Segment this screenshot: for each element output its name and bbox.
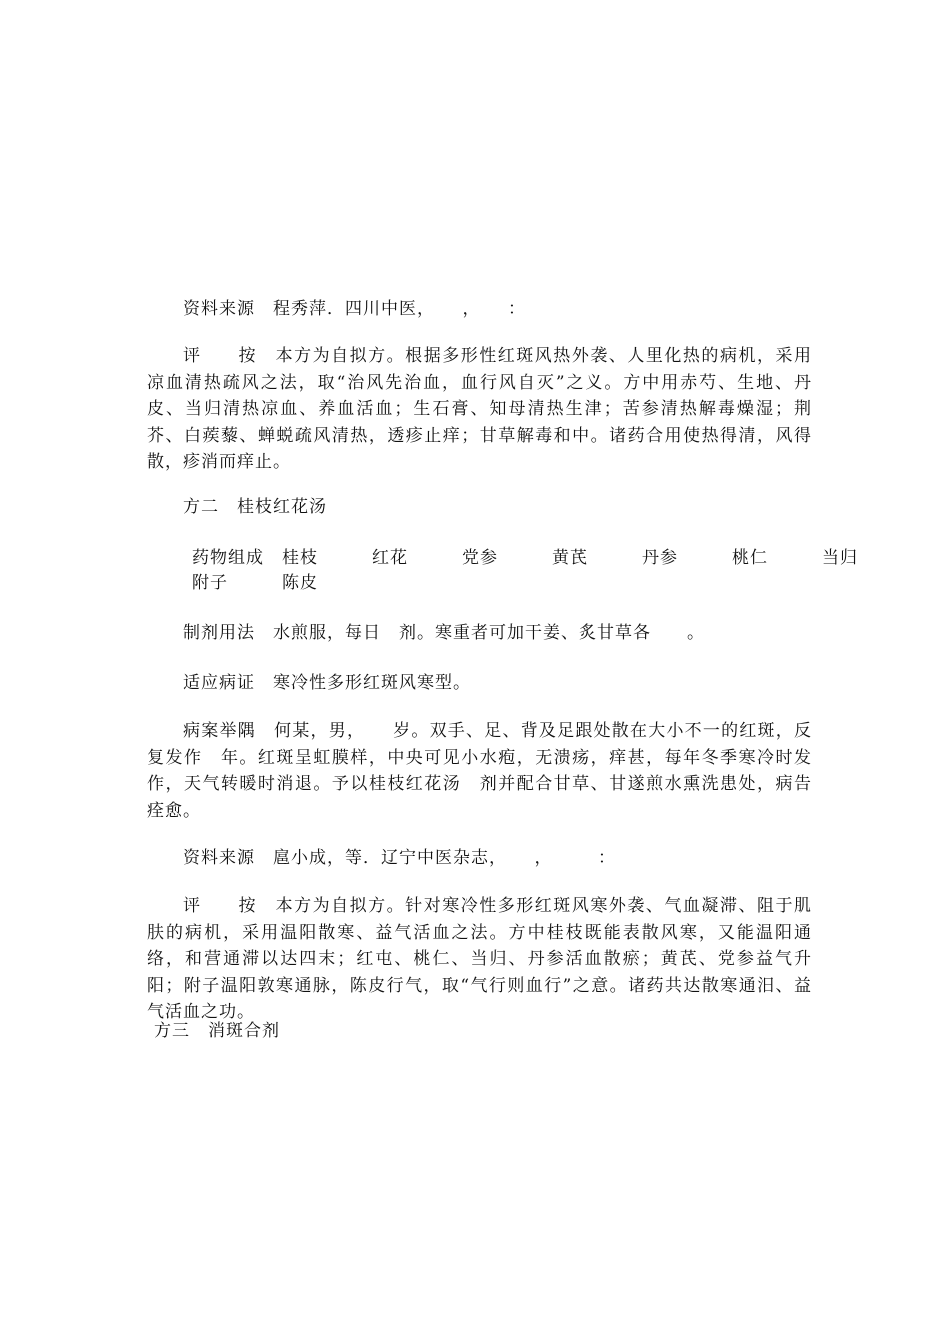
ingredients-line-1: 药物组成 桂枝 红花 党参 黄芪 丹参 桃仁 当归 [192,548,858,568]
ingredients-line-2: 附子 陈皮 [192,573,318,593]
source-citation-1: 资料来源 程秀萍．四川中医， ， ： [183,299,526,319]
recipe-3-title: 方三 消斑合剂 [154,1021,280,1041]
recipe-2-title: 方二 桂枝红花汤 [183,497,327,517]
indication: 适应病证 寒冷性多形红斑风寒型。 [183,673,471,693]
commentary-2: 评 按 本方为自拟方。针对寒冷性多形红斑风寒外袭、气血凝滞、阻于肌肤的病机，采用温阳散寒、益气活血之法。方中桂枝既能表散风寒，又能温阳通络，和营通滞以达四末；红屯、桃仁、当归、丹参活血散瘀；黄芪、党参益气升阳；附子温阳敦寒通脉，陈皮行气，取“气行则血行”之意。诸药共达散寒通汨、益气活血之功。 [147,896,812,1022]
case-example: 病案举隅 何某，男， 岁。双手、足、背及足跟处散在大小不一的红斑，反复发作 年。红斑呈虹膜样，中央可见小水疱，无溃疡，痒甚，每年冬季寒冷时发作，天气转暖时消退。予以桂枝红花汤 剂并配合甘草、甘遂煎水熏洗患处，病告痊愈。 [147,721,812,821]
commentary-1: 评 按 本方为自拟方。根据多形性红斑风热外袭、人里化热的病机，采用凉血清热疏风之法，取“治风先治血，血行风自灭”之义。方中用赤芍、生地、丹皮、当归清热凉血、养血活血；生石膏、知母清热生津；苦参清热解毒燥湿；荆芥、白蒺藜、蝉蜕疏风清热，透疹止痒；甘草解毒和中。诸药合用使热得清，风得散，疹消而痒止。 [147,346,812,472]
source-citation-2: 资料来源 扈小成，等．辽宁中医杂志， ， ： [183,848,616,868]
preparation-method: 制剂用法 水煎服，每日 剂。寒重者可加干姜、炙甘草各 。 [183,623,705,643]
